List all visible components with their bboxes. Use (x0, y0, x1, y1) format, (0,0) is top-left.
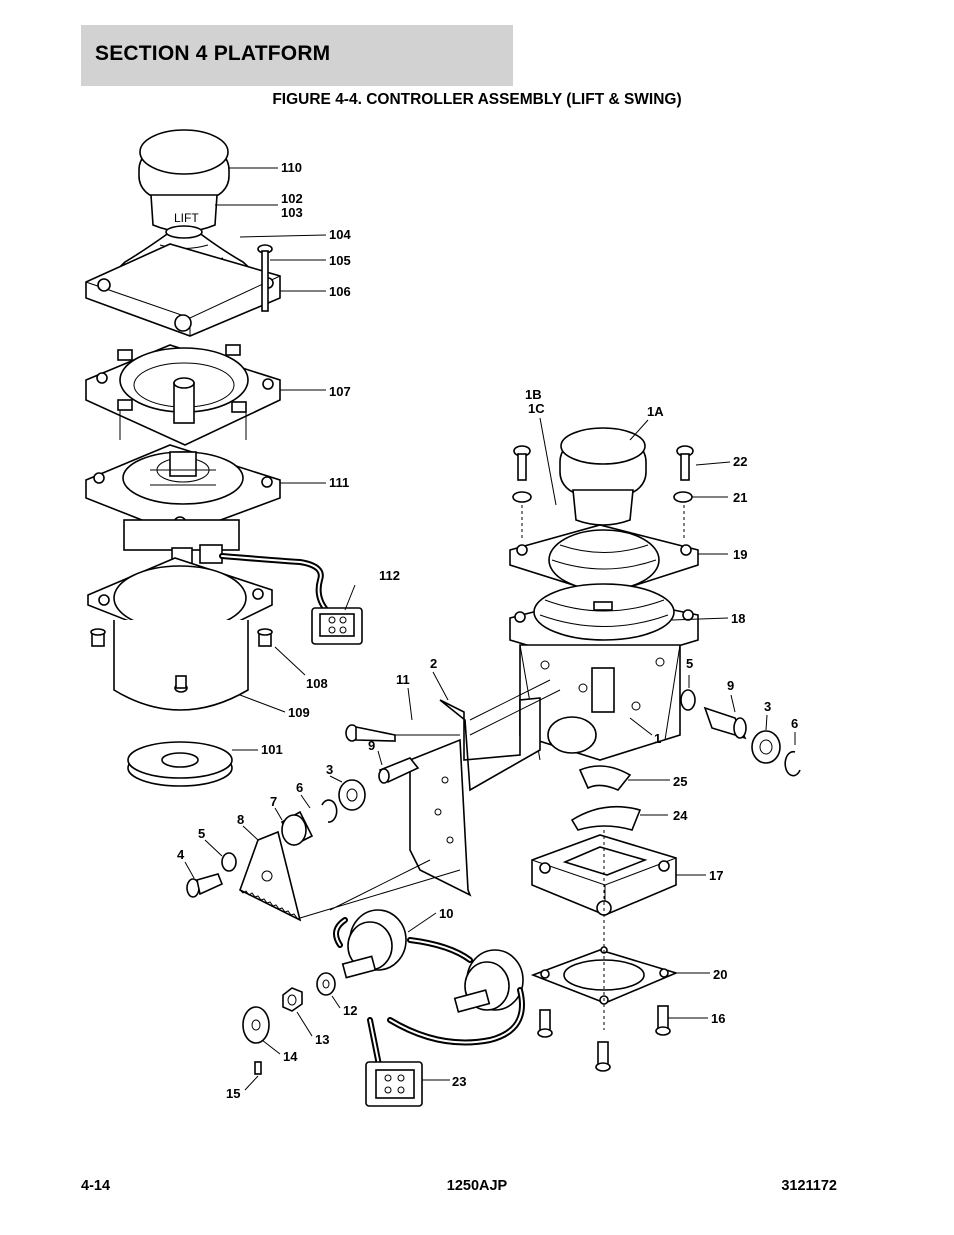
callout: 12 (343, 1003, 358, 1018)
callout: 5 (198, 826, 206, 841)
callout: 102 (281, 191, 303, 206)
callout: 6 (296, 780, 304, 795)
bushing-3-right (752, 731, 780, 763)
callout: 15 (226, 1086, 241, 1101)
screw-16-a (538, 1010, 552, 1037)
clip-6-left (322, 800, 337, 822)
clip-6-right (785, 752, 800, 776)
callout: 24 (673, 808, 688, 823)
screw-16-b (656, 1006, 670, 1035)
section-title: SECTION 4 PLATFORM (95, 42, 331, 65)
screw-22-right (677, 446, 693, 480)
figure-title: FIGURE 4-4. CONTROLLER ASSEMBLY (LIFT & SWING) (272, 91, 682, 108)
callout: 10 (439, 906, 454, 921)
cap-101 (128, 742, 232, 786)
screw-16-c (596, 1042, 610, 1071)
washer-12 (317, 973, 335, 995)
callout: 1C (528, 401, 545, 416)
callout: 1B (525, 387, 542, 402)
washer-5-left (222, 853, 236, 871)
callout: 17 (709, 868, 724, 883)
callout: 3 (326, 762, 334, 777)
callout: 14 (283, 1049, 298, 1064)
lift-engraving: LIFT (174, 211, 199, 225)
gear-14 (243, 1007, 269, 1043)
callout: 20 (713, 967, 728, 982)
housing-109 (114, 620, 248, 710)
callout: 9 (727, 678, 735, 693)
callout: 6 (791, 716, 799, 731)
setscrew-15 (255, 1062, 261, 1074)
callout: 8 (237, 812, 245, 827)
callout: 4 (177, 847, 185, 862)
bezel-106 (86, 244, 280, 336)
washer-5-right (681, 690, 695, 710)
plug-108-right (258, 629, 272, 646)
bushing-3-left (339, 780, 365, 810)
callout: 101 (261, 742, 283, 757)
callout: 109 (288, 705, 310, 720)
callout: 1 (654, 731, 662, 746)
callout: 112 (379, 568, 400, 583)
cam-25 (580, 766, 630, 790)
callout: 11 (396, 672, 410, 687)
callout: 104 (329, 227, 351, 242)
callout: 19 (733, 547, 748, 562)
callout: 22 (733, 454, 748, 469)
callout: 1A (647, 404, 664, 419)
callout: 5 (686, 656, 694, 671)
bushing-7 (282, 812, 312, 845)
screw-22-left (514, 446, 530, 480)
plug-108-left (91, 629, 105, 646)
callout: 106 (329, 284, 351, 299)
callout: 9 (368, 738, 376, 753)
page-number: 4-14 (81, 1178, 111, 1194)
frame-107 (86, 345, 280, 445)
plate-24 (572, 807, 640, 830)
callout: 108 (306, 676, 328, 691)
callout: 13 (315, 1032, 330, 1047)
knob-110 (139, 130, 229, 232)
bracket-2 (410, 698, 540, 895)
callout: 18 (731, 611, 746, 626)
callout: 110 (281, 160, 302, 175)
callout: 103 (281, 205, 303, 220)
callout: 7 (270, 794, 278, 809)
shaft-9-right (705, 708, 746, 738)
document-number: 3121172 (781, 1178, 837, 1194)
callout: 2 (430, 656, 438, 671)
nut-13 (283, 988, 302, 1011)
screw-4 (187, 874, 222, 897)
model-number: 1250AJP (446, 1178, 508, 1194)
knob-1A (560, 428, 646, 525)
callout: 21 (733, 490, 748, 505)
callout: 23 (452, 1074, 467, 1089)
callout: 3 (764, 699, 772, 714)
callout: 16 (711, 1011, 726, 1026)
potentiometer-10-a (343, 910, 406, 978)
callout: 105 (329, 253, 351, 268)
callout: 25 (673, 774, 688, 789)
callout: 107 (329, 384, 351, 399)
callout: 111 (329, 475, 350, 490)
